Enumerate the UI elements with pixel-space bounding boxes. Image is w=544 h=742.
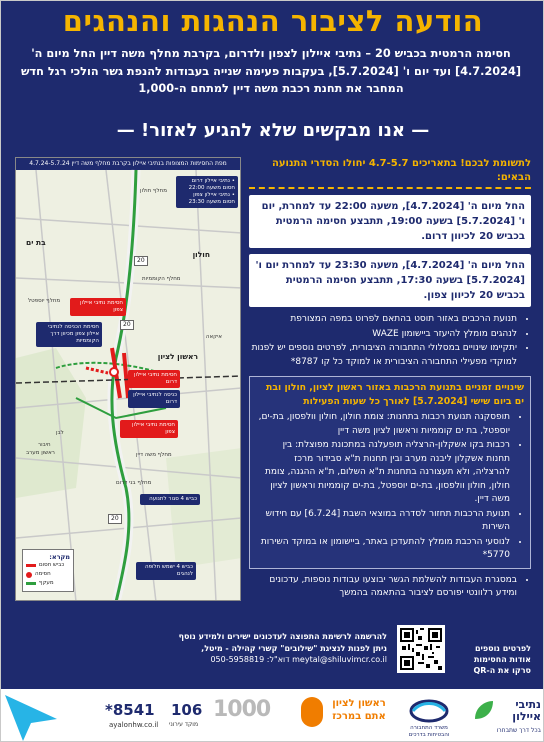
ayalon-logo-text: נתיבי איילון [512,698,541,723]
map-label-rishon-west: ראשון מערב [26,450,55,456]
ministry-logo-icon [409,697,449,723]
map-label-mahalaf-bnei-darom: מחלף בני דרום [116,480,152,486]
ayalon-leaf-icon [471,697,497,723]
closure-south-box: החל מיום ה' [4.7.2024], משעה 22:00 עד למחרת, יום ו' [5.7.2024] בשעה 19:00, תתבצע חסימה הרמטית בכביש 20 לכיוון דרום. [249,195,531,248]
qr-code[interactable] [397,625,445,673]
closure-map [15,157,241,601]
map-label-hibur: חיבור [38,442,51,448]
rishon-logo-text: ראשון לציון אתם במרכז [332,698,386,722]
road-shield-20: 20 [120,320,134,330]
map-box-closure-north: חסימת נתיבי איילון צפון [70,298,126,316]
map-box-south-entry: כניסה לנתיבי איילון דרום [128,390,180,408]
notice-lead: לתשומת לבכם! בתאריכים 4.7-5.7 יחולו הסדרי התנועה הבאים: [249,157,531,189]
list-item: • תנועת הרכבות תחזור לסדרה במוצאי השבת [6.7.24] עם חידוש השירות [256,508,510,535]
contact-email[interactable]: meytal@shiluvimcr.co.il דוא"ל: 050-5958819 [210,655,387,664]
road-shield-20: 20 [134,256,148,266]
map-label-yoseftal: מחלף יוספטל [28,298,61,304]
map-box-entry-closure: חסימת הכניסה לנתיבי איילון צפון מכיוון דרך הקוממיות [36,322,102,347]
page-title: הודעה לציבור הנהגות והנהגים [62,4,484,38]
map-label-mahalaf-holon: מחלף חולון [140,188,167,194]
contact-section [15,625,531,673]
website-link[interactable]: ayalonhw.co.il [109,721,159,729]
qr-code-icon [400,628,442,670]
map-label-rishon: ראשון לציון [157,352,198,361]
footer-logos [1,689,544,742]
map-label-lavan: לבן [56,430,64,436]
closure-north-box: החל מיום ה' [4.7.2024], משעה 23:30 עד למחרת יום ו' [5.7.2024] בשעה 17:30, תתבצע חסימה הרמטית בכביש 20 לכיוון צפון. [249,254,531,307]
notice-column [249,157,531,601]
legend-title: מקרא: [49,553,70,561]
ayalon-slogan: בכל דרך שתבחרו [496,727,541,734]
map-label-holon: חולון [192,250,210,259]
map-label-bat-yam: בת ים [26,238,46,247]
map-label-mahalaf-hakomemiyut: מחלף הקוממיות [142,276,181,282]
legend-item: חסימה [26,570,70,579]
map-title: מפת החסימות המצופות בנתיבי איילון בקרבת מחלף משה דיין 4.7.24-5.7.24 [16,158,240,170]
list-item: • תנועת הרכבים באזור תוסט בהתאם לפרוט במפה המצורפת [249,313,517,327]
arrow-logo-icon [1,689,61,742]
contact-line: להרשמה לרשימת התפוצה לעדכונים ישירים ולמידע נוסף [178,632,387,641]
qr-caption: לפרטים נוספים אודות החסימות סרקו את ה-QR [473,644,531,675]
map-label-mahalaf-moshe-dayan: מחלף משה דיין [136,452,172,458]
map-box-road4-alt: כביש 4 ישמש חלופה לנהגים [136,562,196,580]
road-shield-20: 20 [108,514,122,524]
train-changes-title: שינויים זמניים בתנועת הרכבות באזור ראשון לציון, חולון ובת ים ביום שישי [5.7.2024] לאורך כל שעות הפעילות [266,382,524,407]
train-bullets [256,411,524,563]
intro-paragraph: חסימה הרמטית בכביש 20 – נתיבי איילון לצפון ולדרום, בקרבת מחלף משה דיין החל מיום ה' [4.7.2024] ועד יום ו' [5.7.2024], בעקבות פעימה שנייה בעבודות להנפת גשר הולכי רגל חדש המחבר את תחנת רכבת משה דיין למתחם ה-1,000 [20,47,522,95]
list-item: • לנוסעי הרכבת מומלץ להתעדכן באתר, ביישומון או במוקד השירות 5770* [256,536,510,563]
contact-line: ניתן לפנות לנציגת "שילובים" קשרי קהילה - מיטל, [201,643,387,653]
subhead: — אנו מבקשים שלא להגיע לאזור! — [116,120,430,141]
legend-item: כביש חסום [26,561,70,570]
list-item: • לנהגים מומלץ להיעזר ביישומון WAZE [249,328,517,342]
star-number: *8541 [105,701,155,719]
hotline-number: 106 [171,701,203,719]
map-box-closure-north-2: חסימת נתיבי איילון צפון [120,420,178,438]
list-item: • יתקיימו שינויים במסלולי התחבורה הציבורית, לפרטים נוספים יש לפנות למוקדי מפעילי התחבורה הציבורית או למוקד כל קו 8787* [249,342,517,369]
map-box-hours: • נתיבי איילון דרום חסום משעה 22:00 • נתיבי איילון צפון חסום משעה 23:30 [176,176,238,208]
list-item: • תופסקנה תנועת רכבות בתחנות: צומת חולון, חולון וולפסון, בת-ים, יוספטל, בת ים קוממיות וראשון לציון משה דיין [256,411,510,438]
map-legend [22,549,74,592]
list-item: • במסגרת העבודות להשלמת הגשר יבוצעו עבודות נוספות, עדכונים ומידע רלוונטי יפורסם לציבור בהתאמה בהמשך [249,574,517,601]
rishon-emblem-icon [301,697,323,727]
map-box-closure-south: חסימת נתיבי איילון דרום [128,370,180,388]
train-changes-panel [249,376,531,569]
contact-text [157,631,387,666]
list-item: • רכבות בקו אשקלון-הרצליה תופעלנה במתכונת מפוצלת: בין תחנות אשקלון ליבנה מערב ובין תחנות ת"א סבידור מרכז להרצליה, ולא תעצורנה בתחנות ת"א השלום, ת"א ההגנה, צומת חולון, חולון וולפסון, בת-ים יוספטל, בת-ים קוממיות וראשון לציון משה דיין. [256,439,510,507]
map-label-ikea: איקאה [205,334,222,340]
hotline-caption: מוקד עירוני [169,721,199,728]
legend-item: מעקף [26,579,70,588]
map-box-road4-closed: כביש 4 סגור לתנועה [140,494,200,505]
thousand-logo: 1000 [213,697,271,722]
notice-bullets [249,313,531,369]
ministry-name: משרד התחבורה והבטיחות בדרכים [408,725,450,738]
followup-bullets [249,574,531,601]
